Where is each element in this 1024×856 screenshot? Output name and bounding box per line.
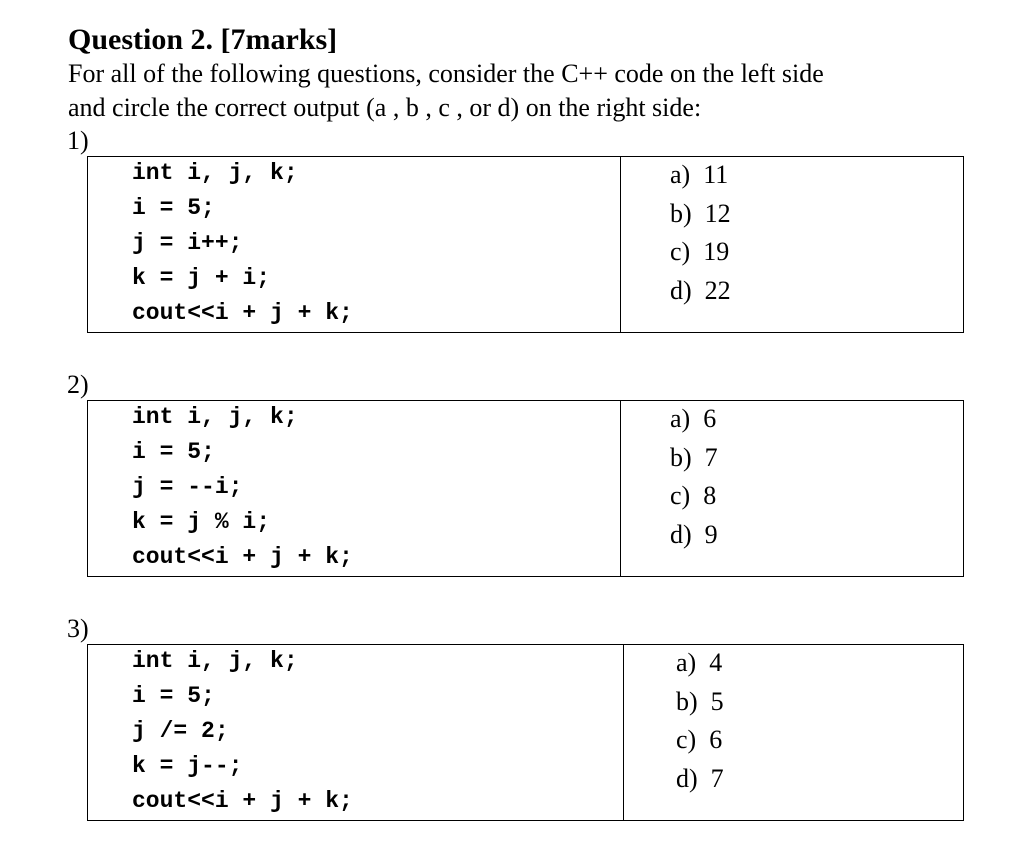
- code-line: k = j % i;: [132, 509, 271, 535]
- code-line: k = j + i;: [132, 265, 271, 291]
- answer-option-a[interactable]: a) 4: [676, 648, 723, 677]
- question-box: [87, 644, 964, 821]
- code-line: cout<<i + j + k;: [132, 544, 353, 570]
- answer-option-d[interactable]: d) 9: [670, 520, 718, 549]
- code-line: cout<<i + j + k;: [132, 788, 353, 814]
- question-box: [87, 400, 964, 577]
- answer-option-d[interactable]: d) 7: [676, 764, 724, 793]
- answer-option-c[interactable]: c) 19: [670, 237, 730, 266]
- code-cell: [88, 645, 624, 820]
- question-number: 1): [67, 126, 89, 155]
- code-line: i = 5;: [132, 683, 215, 709]
- answer-option-c[interactable]: c) 8: [670, 481, 717, 510]
- answer-option-b[interactable]: b) 7: [670, 443, 718, 472]
- code-line: j = --i;: [132, 474, 243, 500]
- code-line: j = i++;: [132, 230, 243, 256]
- code-line: j /= 2;: [132, 718, 229, 744]
- instruction-line: For all of the following questions, consider the C++ code on the left side: [68, 59, 824, 88]
- question-number: 3): [67, 614, 89, 643]
- answer-option-a[interactable]: a) 11: [670, 160, 729, 189]
- code-line: i = 5;: [132, 195, 215, 221]
- question-title: Question 2. [7marks]: [68, 23, 338, 56]
- answer-option-d[interactable]: d) 22: [670, 276, 731, 305]
- code-line: int i, j, k;: [132, 404, 298, 430]
- instruction-line: and circle the correct output (a , b , c , or d) on the right side:: [68, 93, 702, 122]
- question-box: [87, 156, 964, 333]
- code-cell: [88, 157, 621, 332]
- answer-option-b[interactable]: b) 12: [670, 199, 731, 228]
- answer-option-c[interactable]: c) 6: [676, 725, 723, 754]
- answer-option-b[interactable]: b) 5: [676, 687, 724, 716]
- code-line: i = 5;: [132, 439, 215, 465]
- code-line: cout<<i + j + k;: [132, 300, 353, 326]
- code-cell: [88, 401, 621, 576]
- code-line: int i, j, k;: [132, 160, 298, 186]
- code-line: int i, j, k;: [132, 648, 298, 674]
- code-line: k = j--;: [132, 753, 243, 779]
- answer-option-a[interactable]: a) 6: [670, 404, 717, 433]
- question-number: 2): [67, 370, 89, 399]
